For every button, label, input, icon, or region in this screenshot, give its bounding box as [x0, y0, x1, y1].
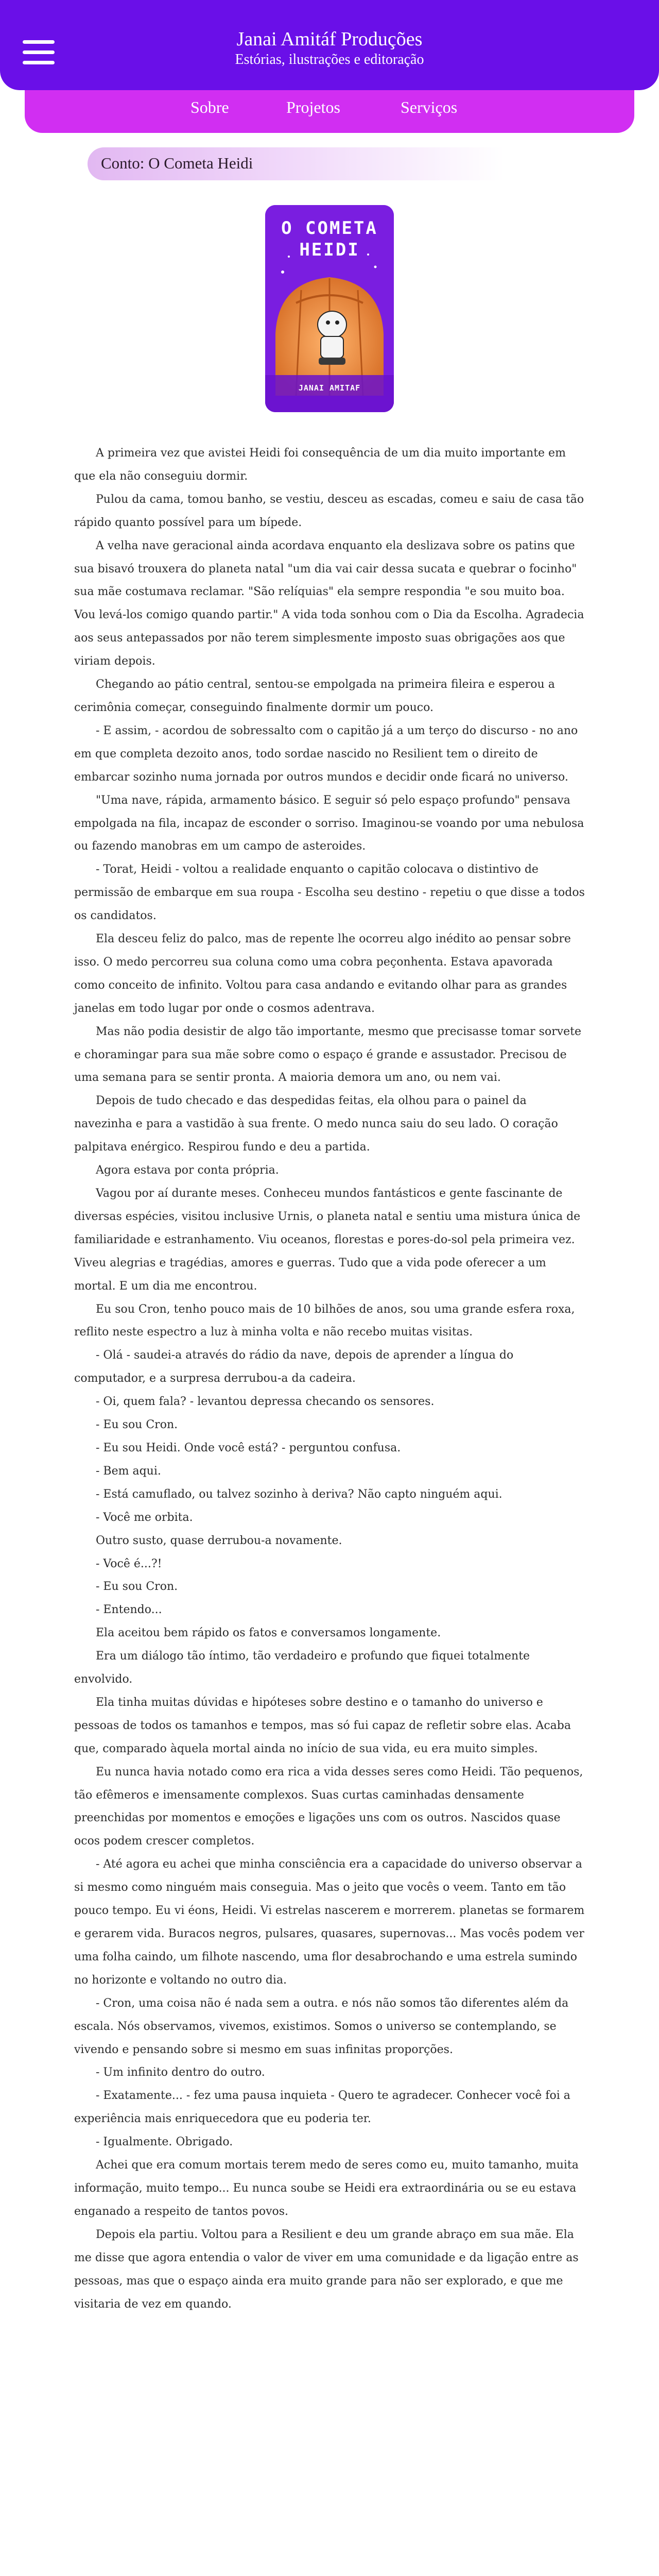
- story-paragraph: Achei que era comum mortais terem medo de seres como eu, muito tamanho, muita informação, muito tempo... Eu nunca soube se Heidi era extraordinária ou se eu estava enganado a respeito de tantos povos.: [74, 2159, 579, 2218]
- nav-item-projetos[interactable]: Projetos: [286, 98, 340, 116]
- story-body: [74, 442, 585, 2316]
- nav-item-servicos[interactable]: Serviços: [401, 98, 458, 116]
- cover-title-line1: O COMETA: [281, 218, 378, 239]
- story-paragraph: - Torat, Heidi - voltou a realidade enquanto o capitão colocava o distintivo de permissão de embarque em sua roupa - Escolha seu destino - repetiu o que disse a todos os candidatos.: [74, 863, 585, 923]
- story-paragraph: Mas não podia desistir de algo tão importante, mesmo que precisasse tomar sorvete e choramingar para sua mãe sobre como o espaço é grande e assustador. Precisou de uma semana para se sentir pronta. A maioria demora um ano, ou nem vai.: [74, 1025, 582, 1084]
- nav-item-sobre[interactable]: Sobre: [190, 98, 229, 116]
- story-paragraph: Ela aceitou bem rápido os fatos e conversamos longamente.: [96, 1626, 441, 1640]
- main-nav: [25, 88, 634, 133]
- story-paragraph: - Eu sou Heidi. Onde você está? - perguntou confusa.: [96, 1441, 401, 1454]
- cover-title: [265, 217, 394, 261]
- story-paragraph: Chegando ao pátio central, sentou-se empolgada na primeira fileira e esperou a cerimônia começar, conseguindo finalmente dormir um pouco.: [74, 678, 555, 714]
- book-cover[interactable]: [265, 205, 394, 412]
- story-paragraph: - Exatamente... - fez uma pausa inquieta - Quero te agradecer. Conhecer você foi a experiência mais enriquecedora que eu poderia ter.: [74, 2089, 570, 2126]
- story-paragraph: A velha nave geracional ainda acordava enquanto ela deslizava sobre os patins que sua bisavó trouxera do planeta natal "um dia vai cair dessa sucata e quebrar o focinho" sua mãe costumava reclamar. "São relíquias" ela sempre respondia "e sou muito boa. Vou levá-los comigo quando partir." A vida toda sonhou com o Dia da Escolha. Agradecia aos seus antepassados por não terem simplesmente imposto suas obrigações aos que viriam depois.: [74, 539, 584, 668]
- story-paragraph: Eu sou Cron, tenho pouco mais de 10 bilhões de anos, sou uma grande esfera roxa, reflito neste espectro a luz à minha volta e não recebo muitas visitas.: [74, 1302, 575, 1339]
- story-paragraph: - Está camuflado, ou talvez sozinho à deriva? Não capto ninguém aqui.: [96, 1487, 502, 1501]
- story-paragraph: Era um diálogo tão íntimo, tão verdadeiro e profundo que fiquei totalmente envolvido.: [74, 1650, 530, 1686]
- story-paragraph: - Você me orbita.: [96, 1511, 193, 1524]
- story-paragraph: - E assim, - acordou de sobressalto com o capitão já a um terço do discurso - no ano em que completa dezoito anos, todo sordae nascido no Resilient tem o direito de embarcar sozinho numa jornada por outros mundos e decidir onde ficará no universo.: [74, 724, 578, 784]
- story-paragraph: - Igualmente. Obrigado.: [96, 2136, 233, 2149]
- story-paragraph: - Você é...?!: [96, 1557, 162, 1570]
- story-paragraph: A primeira vez que avistei Heidi foi consequência de um dia muito importante em que ela não conseguiu dormir.: [74, 447, 566, 483]
- story-paragraph: Ela tinha muitas dúvidas e hipóteses sobre destino e o tamanho do universo e pessoas de todos os tamanhos e tempos, mas só fui capaz de refletir sobre elas. Acaba que, comparado àquela mortal ainda no início de sua vida, eu era muito simples.: [74, 1696, 571, 1755]
- story-paragraph: - Eu sou Cron.: [96, 1418, 178, 1432]
- site-header: [0, 0, 659, 90]
- story-paragraph: Pulou da cama, tomou banho, se vestiu, desceu as escadas, comeu e saiu de casa tão rápido quanto possível para um bípede.: [74, 493, 584, 529]
- site-title[interactable]: Janai Amitáf Produções: [236, 28, 423, 50]
- story-paragraph: - Eu sou Cron.: [96, 1580, 178, 1594]
- story-paragraph: - Olá - saudei-a através do rádio da nave, depois de aprender a língua do computador, e a surpresa derrubou-a da cadeira.: [74, 1349, 514, 1385]
- story-paragraph: Eu nunca havia notado como era rica a vida desses seres como Heidi. Tão pequenos, tão efêmeros e imensamente complexos. Suas curtas caminhadas densamente preenchidas por momentos e emoções e ligações uns com os outros. Nascidos quase ocos podem crescer completos.: [74, 1765, 583, 1848]
- story-paragraph: Ela desceu feliz do palco, mas de repente lhe ocorreu algo inédito ao pensar sobre isso. O medo percorreu sua coluna como uma cobra peçonhenta. Estava apavorada como conceito de infinito. Voltou para casa andando e evitando olhar para as grandes janelas em todo lugar por onde o cosmos adentrava.: [74, 933, 571, 1015]
- site-subtitle: Estórias, ilustrações e editoração: [235, 52, 424, 67]
- story-paragraph: Vagou por aí durante meses. Conheceu mundos fantásticos e gente fascinante de diversas espécies, visitou inclusive Urnis, o planeta natal e sentiu uma mistura única de familiaridade e estranhamento. Viu oceanos, florestas e pores-do-sol pela primeira vez. Viveu alegrias e tragédias, amores e guerras. Tudo que a vida pode oferecer a um mortal. E um dia me encontrou.: [74, 1187, 581, 1293]
- story-paragraph: - Até agora eu achei que minha consciência era a capacidade do universo observar a si mesmo como ninguém mais conseguia. Mas o jeito que vocês o veem. Tanto em tão pouco tempo. Eu vi éons, Heidi. Vi estrelas nascerem e morrerem. planetas se formarem e gerarem vida. Buracos negros, pulsares, quasares, supernovas... Mas vocês podem ver uma folha caindo, um filhote nascendo, uma flor desabrochando e uma estrela sumindo no horizonte e voltando no outro dia.: [74, 1858, 585, 1987]
- story-paragraph: "Uma nave, rápida, armamento básico. E seguir só pelo espaço profundo" pensava empolgada na fila, incapaz de esconder o sorriso. Imaginou-se voando por uma nebulosa ou fazendo manobras em um campo de asteroides.: [74, 793, 584, 853]
- story-paragraph: Depois de tudo checado e das despedidas feitas, ela olhou para o painel da navezinha e para a vastidão à sua frente. O medo nunca saiu do seu lado. O coração palpitava enérgico. Respirou fundo e deu a partida.: [74, 1094, 558, 1154]
- story-heading: Conto: O Cometa Heidi: [101, 154, 253, 172]
- story-paragraph: - Entendo...: [96, 1603, 162, 1617]
- story-paragraph: Depois ela partiu. Voltou para a Resilient e deu um grande abraço em sua mãe. Ela me disse que agora entendia o valor de viver em uma comunidade e da ligação entre as pessoas, mas que o espaço ainda era muito grande para não ser explorado, e que me visitaria de vez em quando.: [74, 2228, 579, 2311]
- story-paragraph: Agora estava por conta própria.: [96, 1164, 279, 1177]
- story-paragraph: - Oi, quem fala? - levantou depressa checando os sensores.: [96, 1395, 435, 1409]
- story-paragraph: Outro susto, quase derrubou-a novamente.: [96, 1534, 342, 1547]
- cover-author: JANAI AMITAF: [298, 383, 361, 393]
- story-heading-pill: [88, 147, 541, 180]
- story-paragraph: - Bem aqui.: [96, 1464, 161, 1478]
- story-paragraph: - Um infinito dentro do outro.: [96, 2066, 265, 2079]
- cover-title-line2: HEIDI: [299, 240, 360, 260]
- story-paragraph: - Cron, uma coisa não é nada sem a outra. e nós não somos tão diferentes além da escala. Nós observamos, vivemos, existimos. Somos o universo se contemplando, se vivendo e pensando sobre si mesmo em suas infinitas proporções.: [74, 1996, 569, 2056]
